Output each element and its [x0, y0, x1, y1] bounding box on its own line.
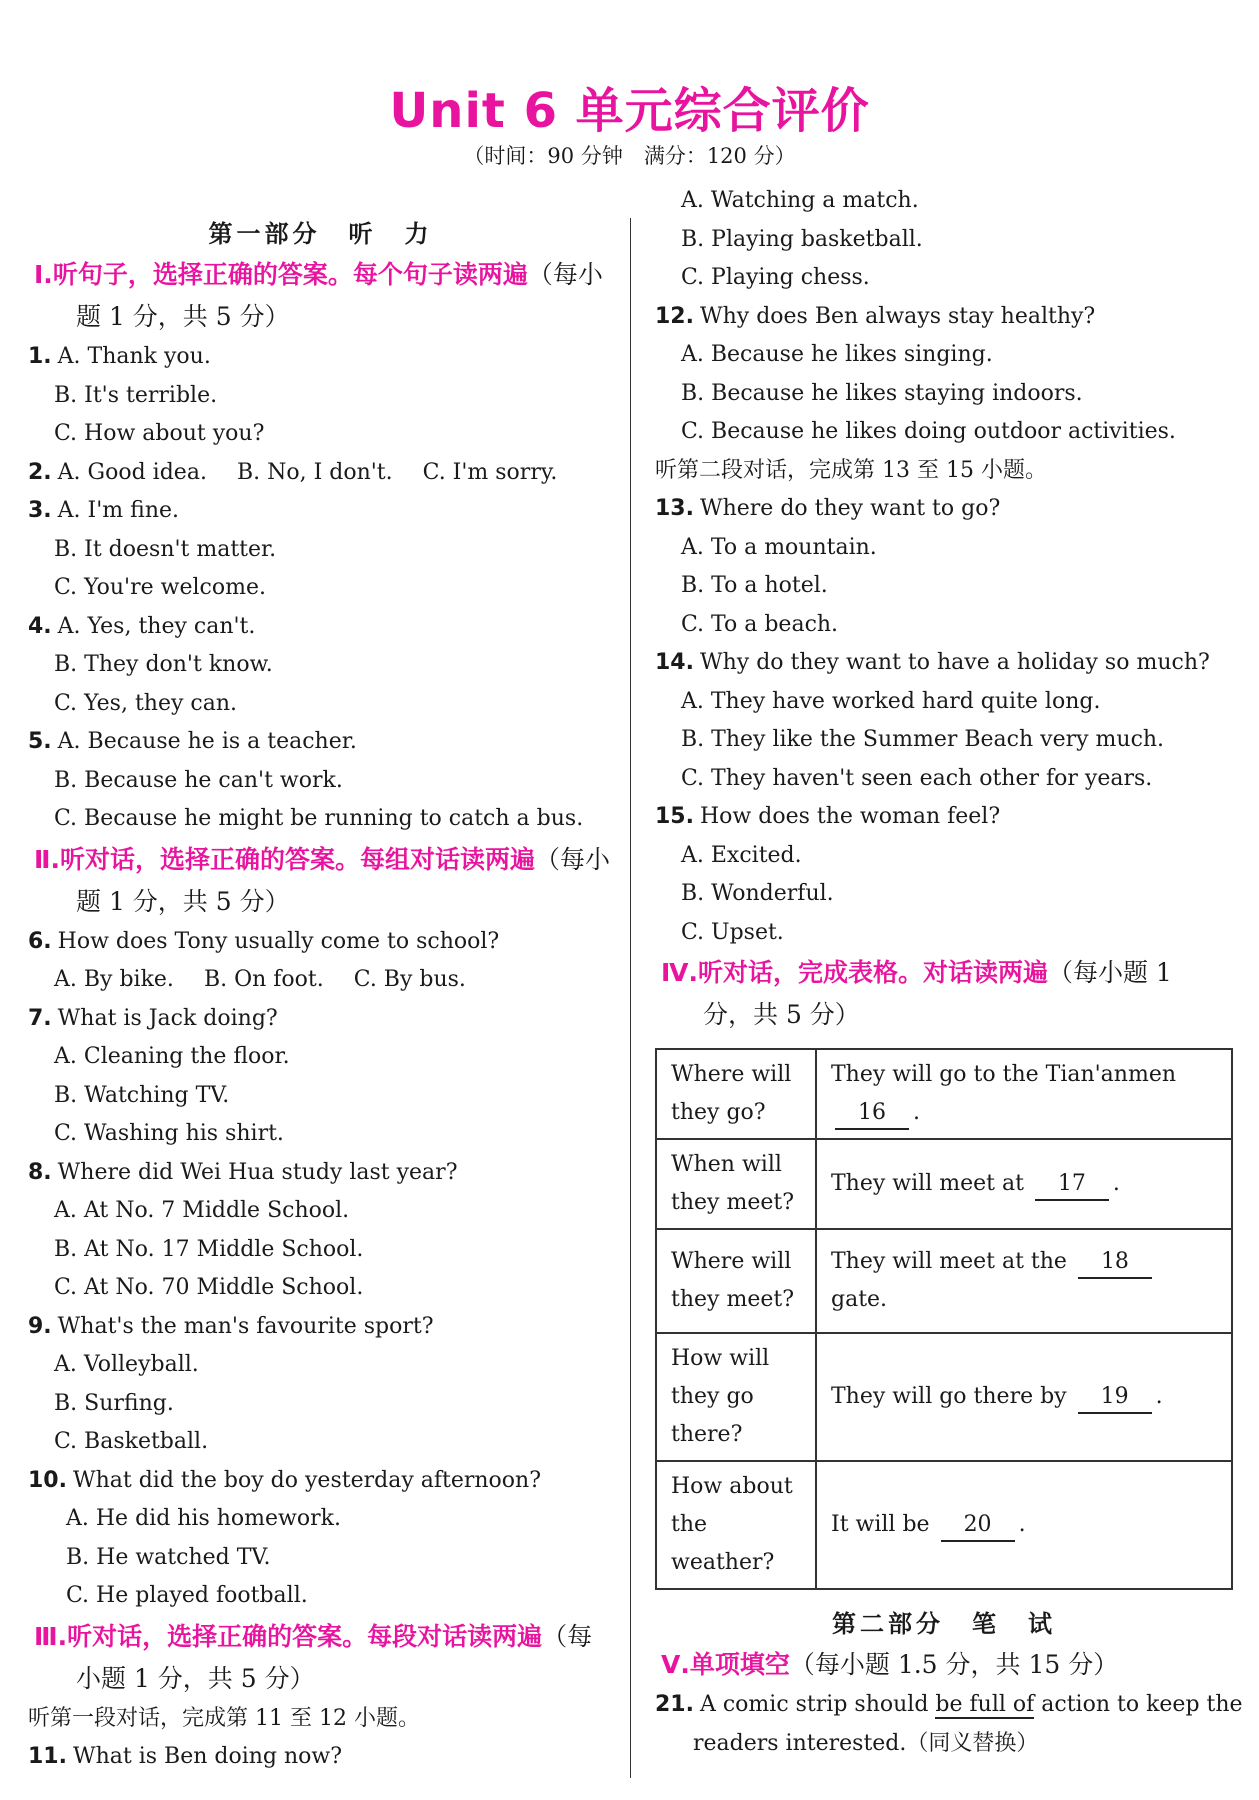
table-question: Where will they go?: [656, 1049, 816, 1139]
question-6: 6. How does Tony usually come to school?: [28, 928, 500, 954]
option: C. To a beach.: [681, 611, 839, 637]
option: A. Because he is a teacher.: [57, 729, 357, 754]
option: C. Washing his shirt.: [54, 1121, 284, 1146]
table-answer: They will go to the Tian'anmen 16 .: [816, 1049, 1232, 1139]
section-5-note: （每小题 1.5 分，共 15 分）: [789, 1650, 1119, 1679]
question-text: Why do they want to have a holiday so much?: [699, 650, 1210, 675]
part-two-heading: 第二部分 笔 试: [832, 1610, 1056, 1638]
question-text: Where do they want to go?: [699, 496, 1001, 521]
option: A. Excited.: [681, 842, 802, 868]
question-10: 10. What did the boy do yesterday afternoon?: [28, 1467, 541, 1493]
option: B. Surfing.: [54, 1390, 174, 1416]
option: B. Wonderful.: [681, 881, 834, 906]
question-text: Why does Ben always stay healthy?: [699, 303, 1096, 329]
table-question: How will they go there?: [656, 1333, 816, 1461]
question-5: 5. A. Because he is a teacher.: [28, 729, 357, 754]
table-question: How about the weather?: [656, 1461, 816, 1589]
page-title: Unit 6 单元综合评价: [389, 83, 870, 139]
option: B. It's terrible.: [54, 382, 218, 408]
blank-19[interactable]: 19: [1078, 1382, 1152, 1414]
question-11: 11. What is Ben doing now?: [28, 1744, 343, 1769]
section-3-heading: [28, 1616, 613, 1700]
option: B. They like the Summer Beach very much.: [681, 727, 1165, 752]
option: A. Cleaning the floor.: [54, 1044, 290, 1069]
instruction-dialogue-1: 听第一段对话，完成第 11 至 12 小题。: [28, 1705, 420, 1731]
section-4-note-a: （每小题 1: [1047, 958, 1172, 987]
option: C. They haven't seen each other for years.: [681, 765, 1153, 791]
table-row: [656, 1049, 1232, 1139]
table-answer: They will meet at 17 .: [816, 1139, 1232, 1229]
table-question: When will they meet?: [656, 1139, 816, 1229]
option: A. To a mountain.: [681, 534, 877, 560]
option: B. Playing basketball.: [681, 226, 923, 252]
table-question: Where will they meet?: [656, 1229, 816, 1333]
table-answer: They will go there by 19 .: [816, 1333, 1232, 1461]
section-3-note: （每小题 1 分，共 5 分）: [76, 1621, 593, 1693]
option: C. You're welcome.: [54, 575, 266, 600]
question-8: 8. Where did Wei Hua study last year?: [28, 1159, 458, 1185]
section-5-heading: [655, 1644, 1233, 1686]
table-answer: They will meet at the 18 gate.: [816, 1229, 1232, 1333]
option: B. At No. 17 Middle School.: [54, 1236, 364, 1262]
option: B. No, I don't.: [236, 459, 393, 485]
option: B. It doesn't matter.: [54, 536, 277, 562]
question-12: 12. Why does Ben always stay healthy?: [655, 303, 1096, 329]
section-5-title: 单项填空: [689, 1650, 790, 1679]
option: A. Because he likes singing.: [681, 342, 993, 367]
question-2: 2. A. Good idea. B. No, I don't. C. I'm sorry.: [28, 454, 613, 493]
question-3: 3. A. I'm fine.: [28, 498, 179, 523]
question-15: 15. How does the woman feel?: [655, 804, 1001, 829]
blank-17[interactable]: 17: [1035, 1169, 1109, 1201]
option: C. He played football.: [66, 1583, 308, 1608]
option: C. How about you?: [54, 421, 265, 446]
section-1-number: Ⅰ.: [34, 260, 53, 289]
table-row: [656, 1333, 1232, 1461]
question-text: How does the woman feel?: [699, 804, 1001, 829]
question-13: 13. Where do they want to go?: [655, 496, 1001, 521]
option: A. Good idea.: [57, 459, 207, 485]
option: A. At No. 7 Middle School.: [54, 1198, 350, 1223]
option: C. At No. 70 Middle School.: [54, 1275, 364, 1300]
question-text: What is Jack doing?: [57, 1005, 278, 1031]
question-21-line-2: readers interested.（同义替换）: [693, 1730, 1039, 1756]
option: B. They don't know.: [54, 652, 273, 677]
option: B. Watching TV.: [54, 1082, 230, 1108]
question-9: 9. What's the man's favourite sport?: [28, 1313, 434, 1339]
question-7: 7. What is Jack doing?: [28, 1005, 278, 1031]
option: B. Because he can't work.: [54, 767, 343, 793]
table-row: [656, 1461, 1232, 1589]
blank-16[interactable]: 16: [835, 1098, 909, 1130]
option: A. Yes, they can't.: [57, 613, 256, 639]
question-4: 4. A. Yes, they can't.: [28, 613, 256, 639]
part-one-heading: 第一部分 听 力: [208, 220, 433, 248]
option: A. They have worked hard quite long.: [681, 688, 1101, 714]
question-text: What did the boy do yesterday afternoon?: [72, 1467, 541, 1493]
section-1-heading: [28, 254, 613, 338]
section-2-note: （每小题 1 分，共 5 分）: [76, 844, 610, 916]
question-text: What's the man's favourite sport?: [57, 1313, 434, 1339]
option: C. I'm sorry.: [422, 459, 558, 485]
option: C. By bus.: [353, 967, 466, 992]
blank-20[interactable]: 20: [941, 1510, 1015, 1542]
blank-18[interactable]: 18: [1078, 1247, 1152, 1279]
underlined-phrase: be full of: [935, 1692, 1035, 1717]
option: B. To a hotel.: [681, 573, 828, 598]
option: A. Volleyball.: [54, 1352, 199, 1377]
option: B. He watched TV.: [66, 1544, 271, 1570]
option: B. Because he likes staying indoors.: [681, 380, 1083, 406]
option: C. Yes, they can.: [54, 690, 237, 716]
section-4-number: Ⅳ.: [661, 958, 698, 987]
option: A. Thank you.: [57, 344, 211, 369]
section-4-note-b: 分，共 5 分）: [703, 1000, 860, 1029]
option: C. Upset.: [681, 919, 784, 945]
option: A. I'm fine.: [57, 498, 179, 523]
option: C. Basketball.: [54, 1429, 209, 1454]
section-2-heading: [28, 839, 613, 923]
section-2-number: Ⅱ.: [34, 844, 60, 874]
option: C. Because he likes doing outdoor activities.: [681, 419, 1176, 444]
instruction-dialogue-2: 听第二段对话，完成第 13 至 15 小题。: [655, 457, 1047, 483]
section-4-heading: [655, 952, 1233, 1036]
question-21: 21. A comic strip should be full of action to keep the: [655, 1692, 1243, 1717]
question-text: Where did Wei Hua study last year?: [57, 1159, 458, 1185]
left-column: [28, 214, 613, 1777]
section-1-title: 听句子，选择正确的答案。每个句子读两遍: [52, 260, 528, 289]
question-1: 1. A. Thank you.: [28, 344, 211, 369]
section-3-title: 听对话，选择正确的答案。每段对话读两遍: [67, 1621, 543, 1651]
question-text: How does Tony usually come to school?: [57, 928, 500, 954]
option: C. Because he might be running to catch a bus.: [54, 806, 584, 831]
listening-table: [655, 1048, 1233, 1590]
question-14: 14. Why do they want to have a holiday so much?: [655, 650, 1210, 675]
page-subtitle: （时间：90 分钟 满分：120 分）: [463, 144, 796, 168]
right-column: [655, 182, 1243, 1763]
options-row: [28, 961, 613, 1000]
option: A. Watching a match.: [681, 188, 919, 213]
option: C. Playing chess.: [681, 265, 870, 290]
table-row: [656, 1139, 1232, 1229]
column-divider: [630, 218, 631, 1778]
option: A. He did his homework.: [66, 1506, 341, 1531]
option: B. On foot.: [203, 967, 324, 992]
table-answer: It will be 20 .: [816, 1461, 1232, 1589]
section-2-title: 听对话，选择正确的答案。每组对话读两遍: [59, 844, 535, 874]
section-4-title: 听对话，完成表格。对话读两遍: [697, 958, 1048, 987]
section-3-number: Ⅲ.: [34, 1621, 68, 1651]
section-5-number: Ⅴ.: [661, 1650, 690, 1679]
option: A. By bike.: [54, 967, 174, 992]
table-row: [656, 1229, 1232, 1333]
question-text: What is Ben doing now?: [72, 1744, 343, 1769]
section-1-note: （每小题 1 分，共 5 分）: [76, 260, 603, 331]
